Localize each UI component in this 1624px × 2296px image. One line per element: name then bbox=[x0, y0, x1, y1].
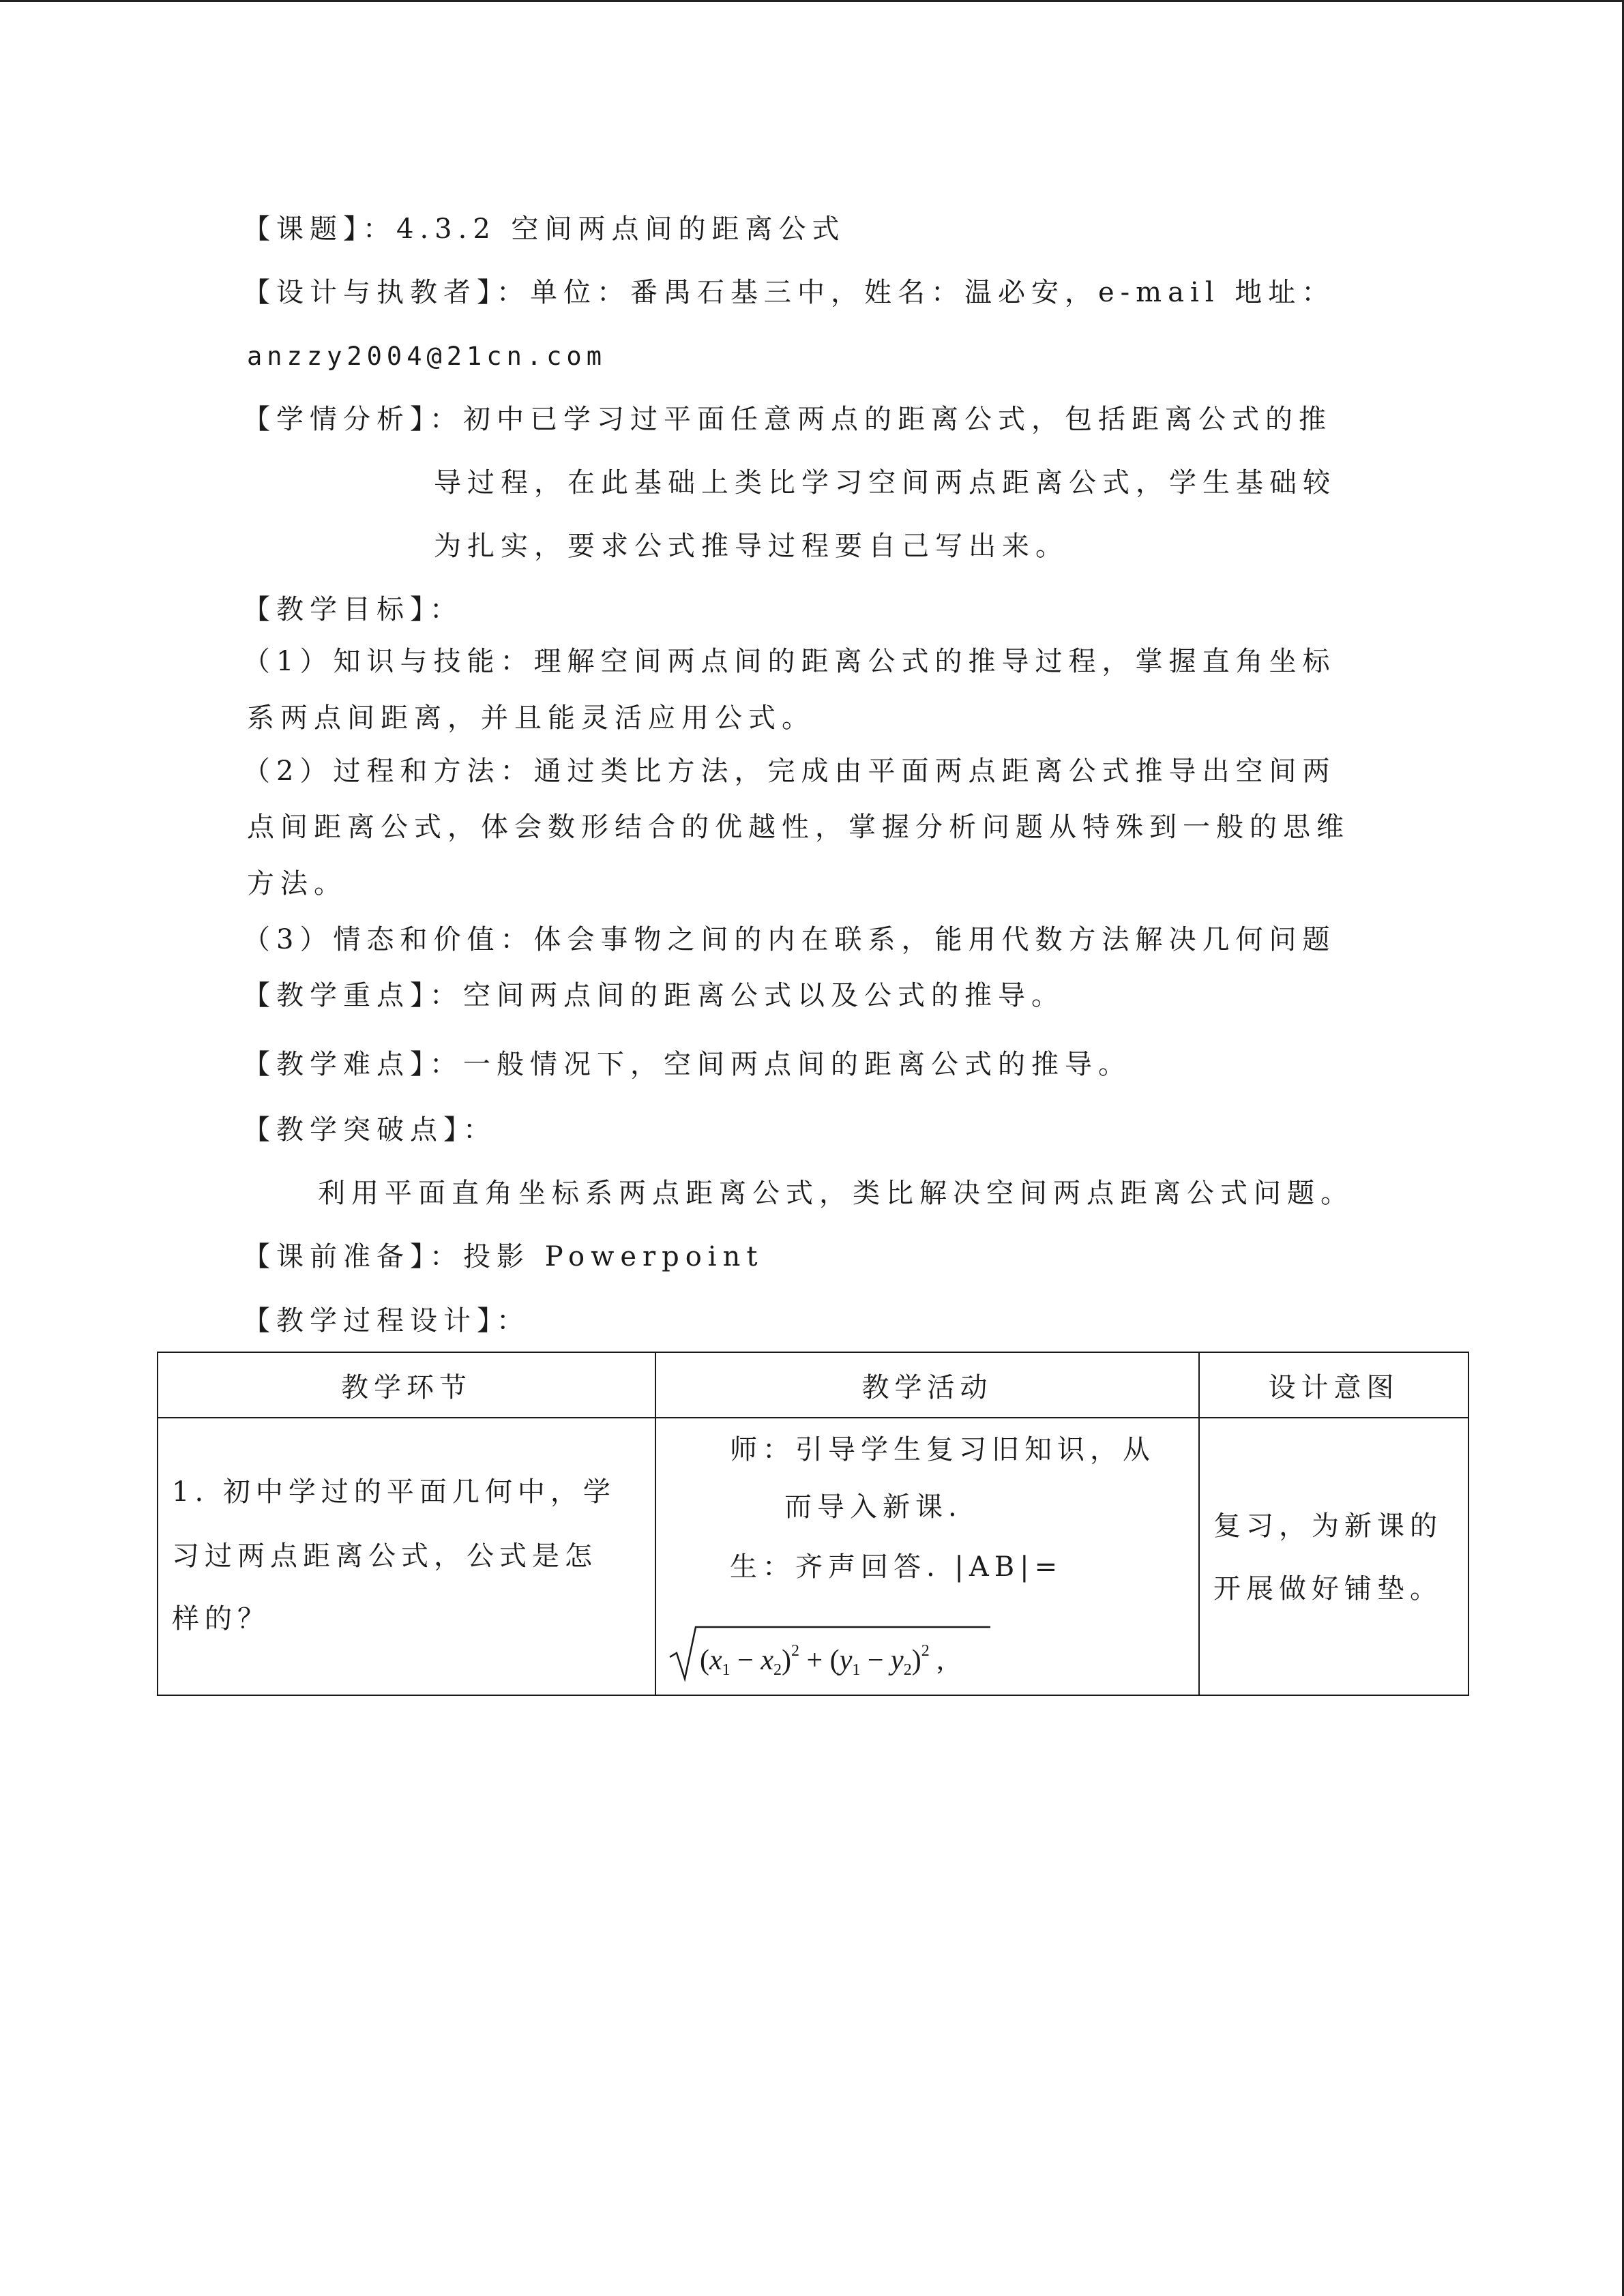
intent-line-1: 复习，为新课的 bbox=[1213, 1510, 1443, 1542]
svg-text:(x1 − x2)2 + (y1 − y2)2 ,: $(x1 - x2)^2 + (y1 - y2)^2$ , bbox=[700, 1642, 944, 1679]
goal-2-line-b: 点间距离公式，体会数形结合的优越性，掌握分析问题从特殊到一般的思维 bbox=[247, 811, 1350, 843]
key-points-line: 【教学重点】：空间两点间的距离公式以及公式的推导。 bbox=[243, 980, 1065, 1011]
analysis-line-2: 导过程，在此基础上类比学习空间两点距离公式，学生基础较 bbox=[434, 467, 1336, 498]
preparation-line: 【课前准备】：投影 Powerpoint bbox=[243, 1241, 764, 1272]
goal-1-line-a: （1）知识与技能：理解空间两点间的距离公式的推导过程，掌握直角坐标 bbox=[243, 646, 1336, 677]
goal-2-line-a: （2）过程和方法：通过类比方法，完成由平面两点距离公式推导出空间两 bbox=[243, 756, 1336, 787]
email-line: anzzy2004@21cn.com bbox=[247, 342, 606, 371]
activity-line-3: 生：齐声回答. |AB|= bbox=[730, 1551, 1063, 1583]
goal-2-line-c: 方法。 bbox=[247, 868, 347, 899]
goal-1-line-b: 系两点间距离，并且能灵活应用公式。 bbox=[247, 702, 815, 734]
stage-line-1: 1. 初中学过的平面几何中，学 bbox=[172, 1476, 616, 1508]
breakthrough-text: 利用平面直角坐标系两点距离公式，类比解决空间两点距离公式问题。 bbox=[318, 1178, 1354, 1209]
intent-cell bbox=[1199, 1418, 1468, 1695]
designer-line: 【设计与执教者】：单位：番禺石基三中，姓名：温必安，e-mail 地址： bbox=[243, 277, 1335, 308]
activity-line-1: 师：引导学生复习旧知识，从 bbox=[730, 1434, 1155, 1465]
activity-line-2: 而导入新课. bbox=[784, 1491, 962, 1523]
page-top-border bbox=[0, 0, 1624, 2]
header-intent: 设计意图 bbox=[1199, 1352, 1468, 1418]
topic-line: 【课题】：4.3.2 空间两点间的距离公式 bbox=[243, 213, 846, 245]
stage-line-2: 习过两点距离公式，公式是怎 bbox=[172, 1540, 597, 1572]
analysis-line-3: 为扎实，要求公式推导过程要自己写出来。 bbox=[434, 531, 1069, 562]
header-activity: 教学活动 bbox=[655, 1352, 1199, 1418]
difficulties-line: 【教学难点】：一般情况下，空间两点间的距离公式的推导。 bbox=[243, 1049, 1132, 1080]
table-header-row bbox=[158, 1352, 1468, 1418]
goals-heading: 【教学目标】： bbox=[243, 594, 463, 625]
stage-cell bbox=[158, 1418, 655, 1695]
analysis-line-1: 【学情分析】：初中已学习过平面任意两点的距离公式，包括距离公式的推 bbox=[243, 404, 1332, 435]
header-stage: 教学环节 bbox=[158, 1352, 655, 1418]
process-heading: 【教学过程设计】： bbox=[243, 1305, 530, 1337]
stage-line-3: 样的？ bbox=[172, 1603, 270, 1635]
goal-3-line: （3）情态和价值：体会事物之间的内在联系，能用代数方法解决几何问题 bbox=[243, 924, 1336, 955]
distance-formula bbox=[668, 1622, 1023, 1684]
intent-line-2: 开展做好铺垫。 bbox=[1213, 1573, 1443, 1605]
breakthrough-heading: 【教学突破点】： bbox=[243, 1114, 497, 1146]
